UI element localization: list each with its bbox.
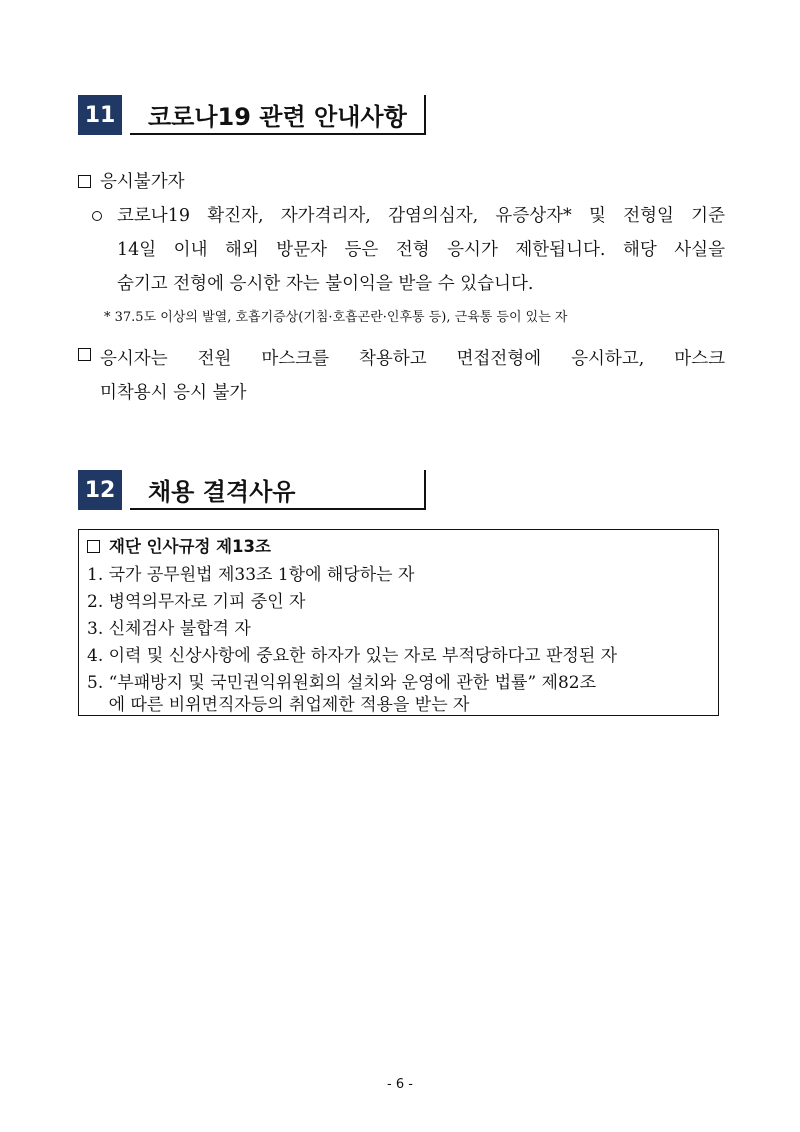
section-12-header <box>78 470 426 510</box>
list-item: 5. “부패방지 및 국민권익위원회의 설치와 운영에 관한 법률” 제82조 <box>87 673 597 693</box>
para1-line-3: 숨기고 전형에 응시한 자는 불이익을 받을 수 있습니다. <box>117 274 534 294</box>
box-heading-text: 재단 인사규정 제13조 <box>109 537 271 556</box>
checkbox-square-icon <box>78 175 91 188</box>
section-11-header <box>78 95 426 135</box>
section-11-title: 코로나19 관련 안내사항 <box>130 95 426 135</box>
section-11-number: 11 <box>78 95 122 135</box>
para1-line-2: 14일 이내 해외 방문자 등은 전형 응시가 제한됩니다. 해당 사실을 <box>117 240 725 260</box>
section-12-number: 12 <box>78 470 122 510</box>
list-item-continuation: 에 따른 비위면직자등의 취업제한 적용을 받는 자 <box>87 695 470 715</box>
section-12-title: 채용 결격사유 <box>130 470 426 510</box>
page-number: - 6 - <box>387 1077 413 1092</box>
checkbox-square-icon <box>87 540 100 553</box>
list-item: 2. 병역의무자로 기피 중인 자 <box>87 592 306 612</box>
disqualification-box <box>78 529 719 716</box>
heading-ineligible-text: 응시불가자 <box>100 172 185 192</box>
para1-line-1: 코로나19 확진자, 자가격리자, 감염의심자, 유증상자* 및 전형일 기준 <box>117 206 725 226</box>
box-heading <box>87 533 271 557</box>
list-item: 4. 이력 및 신상사항에 중요한 하자가 있는 자로 부적당하다고 판정된 자 <box>87 646 618 666</box>
heading-mask <box>78 345 100 365</box>
list-item: 1. 국가 공무원법 제33조 1항에 해당하는 자 <box>87 565 415 585</box>
heading-ineligible <box>78 168 185 193</box>
footnote: * 37.5도 이상의 발열, 호흡기증상(기침·호흡곤란·인후통 등), 근육통 등이 있는 자 <box>104 310 568 325</box>
bullet-circle-icon <box>92 208 102 228</box>
checkbox-square-icon <box>78 348 91 361</box>
list-item: 3. 신체검사 불합격 자 <box>87 619 251 639</box>
mask-line-2: 미착용시 응시 불가 <box>100 383 247 403</box>
mask-line-1: 응시자는 전원 마스크를 착용하고 면접전형에 응시하고, 마스크 <box>100 349 725 369</box>
